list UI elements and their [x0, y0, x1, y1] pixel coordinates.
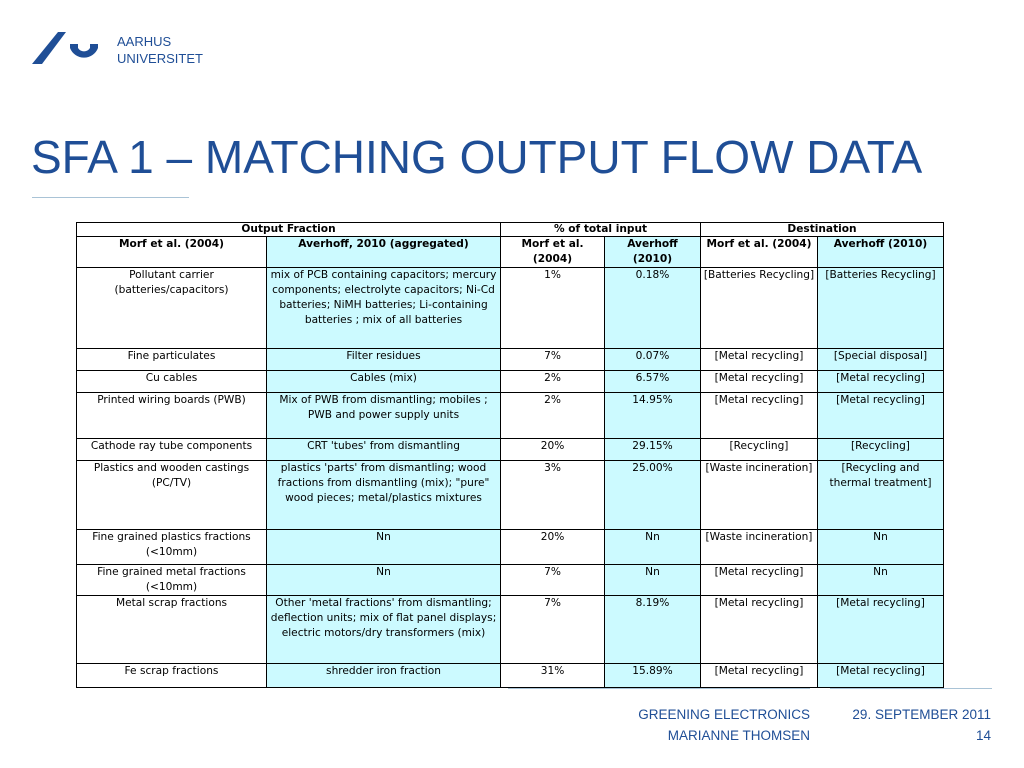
footer-author: MARIANNE THOMSEN	[667, 728, 810, 743]
table-cell: 7%	[501, 565, 605, 596]
table-cell: 6.57%	[605, 371, 701, 393]
footer-divider	[830, 688, 992, 689]
table-cell: [Recycling and thermal treatment]	[818, 461, 944, 530]
table-cell: Filter residues	[267, 349, 501, 371]
output-flow-table	[76, 222, 944, 688]
table-cell: Nn	[605, 530, 701, 565]
table-cell: [Metal recycling]	[818, 393, 944, 439]
table-row	[77, 371, 944, 393]
table-cell: Printed wiring boards (PWB)	[77, 393, 267, 439]
table-cell: 29.15%	[605, 439, 701, 461]
footer-presentation	[638, 704, 810, 746]
table-row	[77, 530, 944, 565]
table-cell: 2%	[501, 371, 605, 393]
table-row	[77, 565, 944, 596]
table-cell: 15.89%	[605, 664, 701, 688]
table-row	[77, 393, 944, 439]
table-row	[77, 439, 944, 461]
group-header: Destination	[701, 223, 944, 237]
table-cell: 7%	[501, 596, 605, 664]
university-name	[117, 33, 203, 67]
column-header: Averhoff, 2010 (aggregated)	[267, 237, 501, 268]
table-cell: 20%	[501, 439, 605, 461]
table-cell: [Waste incineration]	[701, 461, 818, 530]
table-cell: Metal scrap fractions	[77, 596, 267, 664]
slide-title: SFA 1 – MATCHING OUTPUT FLOW DATA	[31, 131, 923, 183]
table-cell: 0.07%	[605, 349, 701, 371]
column-header: Averhoff (2010)	[605, 237, 701, 268]
table-cell: Fine grained metal fractions (<10mm)	[77, 565, 267, 596]
table-row	[77, 664, 944, 688]
table-row	[77, 349, 944, 371]
table-cell: Nn	[605, 565, 701, 596]
column-header: Averhoff (2010)	[818, 237, 944, 268]
table-cell: [Metal recycling]	[818, 596, 944, 664]
table-cell: Pollutant carrier (batteries/capacitors)	[77, 268, 267, 349]
table-cell: Nn	[267, 565, 501, 596]
university-line1: AARHUS	[117, 34, 172, 49]
footer-meta	[852, 704, 991, 746]
table-cell: Fine particulates	[77, 349, 267, 371]
table-cell: [Recycling]	[701, 439, 818, 461]
table-cell: [Batteries Recycling]	[701, 268, 818, 349]
table-cell: Cu cables	[77, 371, 267, 393]
table-cell: mix of PCB containing capacitors; mercury components; electrolyte capacitors; Ni-Cd batteries; NiMH batteries; Li-containing batteries ; mix of all batteries	[267, 268, 501, 349]
table-cell: [Metal recycling]	[701, 349, 818, 371]
table-cell: [Metal recycling]	[701, 664, 818, 688]
column-header: Morf et al. (2004)	[77, 237, 267, 268]
university-line2: UNIVERSITET	[117, 51, 203, 66]
table-row	[77, 268, 944, 349]
table-cell: 20%	[501, 530, 605, 565]
footer-divider	[508, 688, 810, 689]
footer-date: 29. SEPTEMBER 2011	[852, 707, 991, 722]
table-cell: 7%	[501, 349, 605, 371]
footer-title: GREENING ELECTRONICS	[638, 707, 810, 722]
table-cell: shredder iron fraction	[267, 664, 501, 688]
table-cell: Fe scrap fractions	[77, 664, 267, 688]
table-cell: plastics 'parts' from dismantling; wood fractions from dismantling (mix); "pure" wood pieces; metal/plastics mixtures	[267, 461, 501, 530]
title-divider	[32, 197, 189, 198]
column-header: Morf et al. (2004)	[701, 237, 818, 268]
page-number: 14	[975, 728, 991, 743]
table-cell: Mix of PWB from dismantling; mobiles ; PWB and power supply units	[267, 393, 501, 439]
table-cell: Cathode ray tube components	[77, 439, 267, 461]
table-cell: [Batteries Recycling]	[818, 268, 944, 349]
table-cell: [Metal recycling]	[818, 664, 944, 688]
table-cell: 3%	[501, 461, 605, 530]
table-cell: [Metal recycling]	[818, 371, 944, 393]
table-cell: [Waste incineration]	[701, 530, 818, 565]
table-row	[77, 596, 944, 664]
table-cell: [Metal recycling]	[701, 393, 818, 439]
table-cell: 0.18%	[605, 268, 701, 349]
table-cell: Other 'metal fractions' from dismantling; deflection units; mix of flat panel displays; electric motors/dry transformers (mix)	[267, 596, 501, 664]
table-row	[77, 461, 944, 530]
table-cell: Plastics and wooden castings (PC/TV)	[77, 461, 267, 530]
table-cell: 31%	[501, 664, 605, 688]
table-cell: [Special disposal]	[818, 349, 944, 371]
table-cell: [Recycling]	[818, 439, 944, 461]
table-cell: 8.19%	[605, 596, 701, 664]
table-cell: Fine grained plastics fractions (<10mm)	[77, 530, 267, 565]
group-header: % of total input	[501, 223, 701, 237]
table-cell: Cables (mix)	[267, 371, 501, 393]
table-cell: [Metal recycling]	[701, 596, 818, 664]
table-cell: [Metal recycling]	[701, 371, 818, 393]
table-cell: 1%	[501, 268, 605, 349]
table-cell: Nn	[267, 530, 501, 565]
table-cell: 14.95%	[605, 393, 701, 439]
table-cell: 25.00%	[605, 461, 701, 530]
table-cell: [Metal recycling]	[701, 565, 818, 596]
aarhus-logo	[32, 30, 100, 66]
table-cell: Nn	[818, 565, 944, 596]
group-header: Output Fraction	[77, 223, 501, 237]
column-header: Morf et al. (2004)	[501, 237, 605, 268]
table-cell: CRT 'tubes' from dismantling	[267, 439, 501, 461]
table-cell: 2%	[501, 393, 605, 439]
table-cell: Nn	[818, 530, 944, 565]
